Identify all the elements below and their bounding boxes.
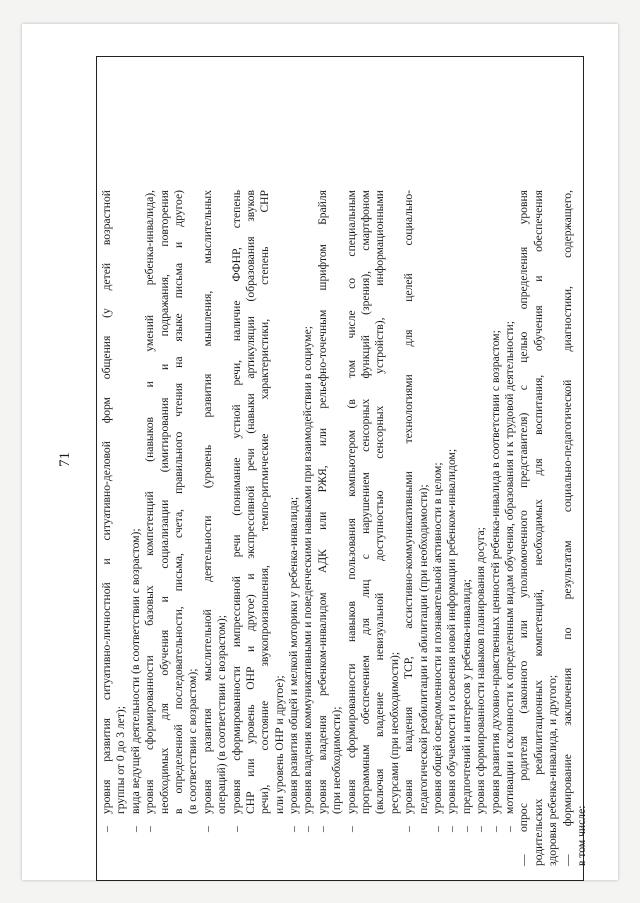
text-line: [489, 188, 503, 878]
text-line: [273, 188, 287, 878]
text-line: [460, 188, 474, 878]
line-text: уровня сформированности базовых компетенций (навыков и умений ребенка-инвалида),: [143, 190, 157, 814]
text-line: [431, 188, 445, 878]
list-dash: –: [502, 826, 516, 832]
text-line: [445, 188, 459, 878]
text-line: [215, 188, 229, 878]
line-text: уровня общей осведомленности и познавательной активности в целом;: [430, 462, 444, 814]
text-line: [143, 188, 157, 878]
text-line: [129, 188, 143, 878]
line-text: (включая владение невизуальной доступностью сенсорных устройств), информационными: [373, 190, 387, 814]
list-dash: –: [344, 826, 358, 832]
list-dash: –: [459, 826, 473, 832]
line-text: программным обеспечением для лиц с нарушением сенсорных функций (зрения), смартфоном: [359, 190, 373, 814]
text-line: [417, 188, 431, 878]
line-text: — опрос родителя (законного или уполномоченного представителя) с целью определения уровня: [517, 190, 531, 866]
text-line: [388, 188, 402, 878]
line-text: речи), состояние звукопроизношения, темпо-ритмические характеристики, степень СНР: [258, 190, 272, 814]
text-line: [345, 188, 359, 878]
list-dash: –: [474, 826, 488, 832]
list-dash: –: [430, 826, 444, 832]
line-text: ресурсами (при необходимости);: [387, 651, 401, 814]
line-text: в том числе:: [574, 805, 588, 866]
text-line: [561, 188, 575, 878]
list-dash: –: [488, 826, 502, 832]
text-line: [402, 188, 416, 878]
text-line: [517, 188, 531, 878]
line-text: уровня развития общей и мелкой моторики у ребенка-инвалида;: [287, 496, 301, 814]
line-text: уровня сформированности навыков планирования досуга;: [474, 527, 488, 814]
line-text: уровня владения коммуникативными и поведенческими навыками при взаимодействии в социуме;: [301, 326, 315, 814]
line-text: уровня владения ТСР, ассистивно-коммуникативными технологиями для целей социально-: [402, 190, 416, 814]
list-dash: –: [100, 826, 113, 832]
text-line: [532, 188, 546, 878]
line-text: (при необходимости);: [330, 706, 344, 814]
text-line: [244, 188, 258, 878]
line-text: родительских реабилитационных компетенций, необходимых для воспитания, обучения и обеспечения: [531, 190, 545, 866]
text-line: [287, 188, 301, 878]
list-dash: –: [200, 826, 214, 832]
line-text: уровня сформированности навыков пользования компьютером (в том числе со специальным: [344, 190, 358, 814]
line-text: предпочтений и интересов у ребенка-инвалида;: [459, 579, 473, 814]
list-dash: –: [287, 826, 301, 832]
text-line: [201, 188, 215, 878]
line-text: группы от 0 до 3 лет);: [114, 706, 128, 814]
text-line: [316, 188, 330, 878]
text-line: [474, 188, 488, 878]
text-line: [575, 188, 589, 878]
list-dash: –: [128, 826, 142, 832]
line-text: (в соответствии с возрастом);: [186, 668, 200, 814]
list-dash: –: [315, 826, 329, 832]
line-text: уровня развития духовно-нравственных ценностей ребенка-инвалида в соответствии с возрастом;: [488, 330, 502, 814]
list-dash: –: [229, 826, 243, 832]
text-line: [100, 188, 114, 878]
line-text: мотивации и склонности к определенным видам обучения, образования и к трудовой деятельности;: [502, 321, 516, 814]
text-line: [301, 188, 315, 878]
text-line: [186, 188, 200, 878]
line-text: уровня обучаемости и освоения новой информации ребенком-инвалидом;: [445, 448, 459, 814]
text-line: [373, 188, 387, 878]
line-text: необходимых для обучения и социализации (имитирования и подражания, повторения: [157, 190, 171, 814]
text-line: [172, 188, 186, 878]
line-text: СНР или уровень ОНР и другое) и экспрессивной речи (навыки артикуляции (образования звуков: [243, 190, 257, 814]
line-text: операций) (в соответствии с возрастом);: [215, 615, 229, 814]
list-dash: –: [301, 826, 315, 832]
text-line: [330, 188, 344, 878]
text-line: [546, 188, 560, 878]
line-text: уровня развития мыслительной деятельности (уровень развития мышления, мыслительных: [200, 190, 214, 814]
line-text: уровня развития ситуативно-личностной и ситуативно-деловой форм общения (у детей возрастной: [100, 190, 113, 814]
text-line: [230, 188, 244, 878]
text-line: [258, 188, 272, 878]
line-text: — формирование заключения по результатам социально-педагогической диагностики, содержащего,: [560, 190, 574, 866]
line-text: здоровья ребенка-инвалида, и другого;: [546, 674, 560, 866]
line-text: уровня сформированности импрессивной речи (понимание устной речи, наличие ФФНР, степень: [229, 190, 243, 814]
line-text: уровня владения ребенком-инвалидом АДК или РЖЯ, или рельефно-точечным шрифтом Брайля: [315, 190, 329, 814]
line-text: вида ведущей деятельности (в соответствии с возрастом);: [128, 528, 142, 814]
list-dash: –: [402, 826, 416, 832]
document-text-block: [100, 188, 588, 878]
document-page: [22, 24, 618, 880]
text-line: [503, 188, 517, 878]
text-line: [359, 188, 373, 878]
line-text: или уровень ОНР и другое);: [272, 675, 286, 814]
text-line: [158, 188, 172, 878]
text-line: [114, 188, 128, 878]
page-number: 71: [57, 452, 73, 467]
list-dash: –: [143, 826, 157, 832]
line-text: педагогической реабилитации и абилитации (при необходимости);: [416, 484, 430, 814]
line-text: в определенной последовательности, письма, счета, правильного чтения на языке письма и другое): [171, 190, 185, 814]
list-dash: –: [445, 826, 459, 832]
